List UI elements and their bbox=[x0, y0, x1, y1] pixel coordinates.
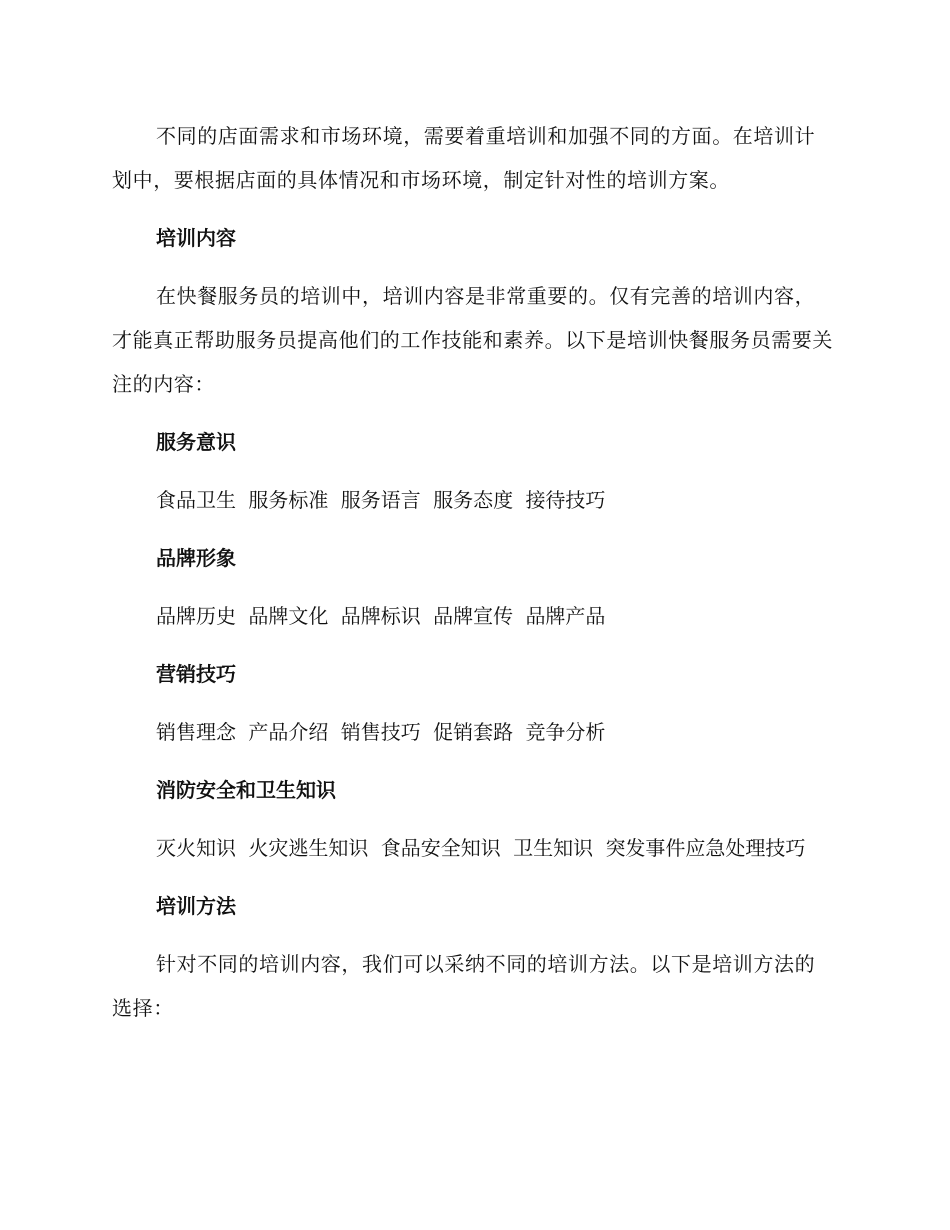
marketing-skills-items bbox=[112, 710, 834, 754]
list-item: 接待技巧 bbox=[525, 488, 606, 512]
list-item: 产品介绍 bbox=[248, 720, 329, 744]
list-item: 销售技巧 bbox=[340, 720, 421, 744]
service-awareness-heading: 服务意识 bbox=[156, 430, 236, 454]
brand-image-items bbox=[112, 594, 834, 638]
training-method-paragraph: 针对不同的培训内容，我们可以采纳不同的培训方法。以下是培训方法的选择： bbox=[112, 952, 816, 1020]
intro-paragraph: 不同的店面需求和市场环境，需要着重培训和加强不同的方面。在培训计划中，要根据店面的具体情况和市场环境，制定针对性的培训方案。 bbox=[112, 124, 816, 192]
brand-image-heading: 品牌形象 bbox=[156, 546, 236, 570]
list-item: 销售理念 bbox=[156, 720, 236, 744]
list-item: 品牌标识 bbox=[340, 604, 421, 628]
list-item: 品牌历史 bbox=[156, 604, 236, 628]
list-item: 服务语言 bbox=[340, 488, 421, 512]
list-item: 卫生知识 bbox=[513, 836, 594, 860]
list-item: 突发事件应急处理技巧 bbox=[605, 836, 806, 860]
list-item: 服务标准 bbox=[248, 488, 329, 512]
fire-safety-heading: 消防安全和卫生知识 bbox=[156, 778, 336, 802]
list-item: 食品卫生 bbox=[156, 488, 236, 512]
service-awareness-items bbox=[112, 478, 834, 522]
training-method-heading: 培训方法 bbox=[156, 894, 236, 918]
list-item: 服务态度 bbox=[433, 488, 514, 512]
list-item: 品牌宣传 bbox=[433, 604, 514, 628]
training-content-heading: 培训内容 bbox=[156, 226, 236, 250]
list-item: 竞争分析 bbox=[525, 720, 606, 744]
fire-safety-items bbox=[112, 826, 834, 870]
marketing-skills-heading: 营销技巧 bbox=[156, 662, 236, 686]
list-item: 食品安全知识 bbox=[380, 836, 501, 860]
list-item: 火灾逃生知识 bbox=[248, 836, 369, 860]
list-item: 促销套路 bbox=[433, 720, 514, 744]
list-item: 品牌文化 bbox=[248, 604, 329, 628]
list-item: 品牌产品 bbox=[525, 604, 606, 628]
list-item: 灭火知识 bbox=[156, 836, 236, 860]
training-content-paragraph: 在快餐服务员的培训中，培训内容是非常重要的。仅有完善的培训内容，才能真正帮助服务员提高他们的工作技能和素养。以下是培训快餐服务员需要关注的内容： bbox=[112, 284, 833, 396]
document-page bbox=[112, 114, 834, 1030]
